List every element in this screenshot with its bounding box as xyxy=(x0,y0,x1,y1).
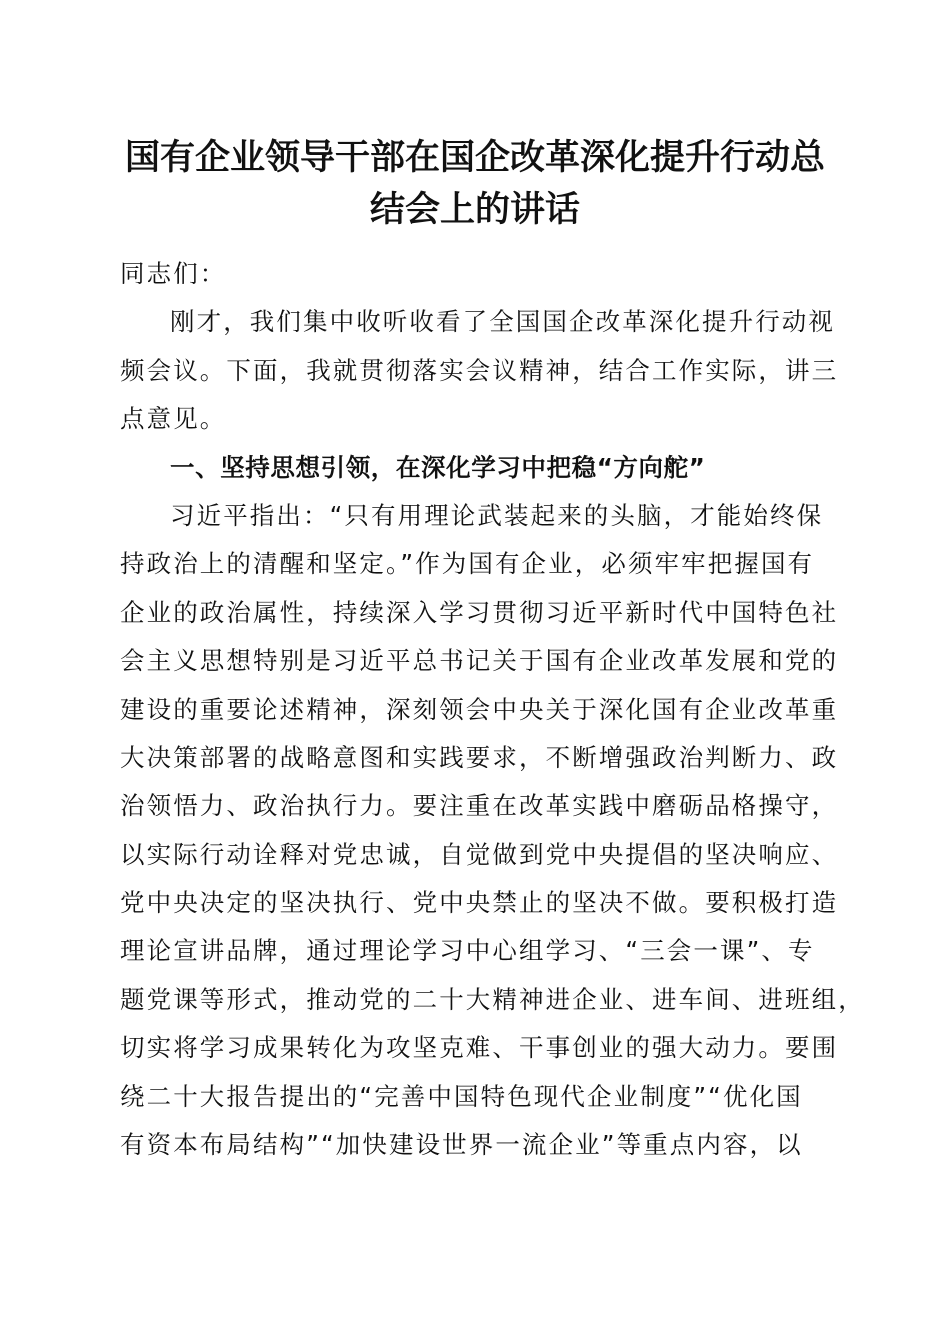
salutation: 同志们： xyxy=(120,259,227,288)
paragraph-line: 习近平指出：“只有用理论武装起来的头脑，才能始终保 xyxy=(170,500,824,530)
paragraph-line: 大决策部署的战略意图和实践要求，不断增强政治判断力、政 xyxy=(120,742,839,772)
paragraph-line: 点意见。 xyxy=(120,404,227,434)
paragraph-line: 绕二十大报告提出的“完善中国特色现代企业制度”“优化国 xyxy=(120,1081,803,1111)
paragraph-line: 有资本布局结构”“加快建设世界一流企业”等重点内容，以 xyxy=(120,1130,803,1160)
document-body xyxy=(120,250,865,1169)
paragraph-line: 企业的政治属性，持续深入学习贯彻习近平新时代中国特色社 xyxy=(120,597,839,627)
title-line-2: 结会上的讲话 xyxy=(369,189,580,230)
section-heading-1: 一、坚持思想引领，在深化学习中把稳“方向舵” xyxy=(170,452,706,482)
paragraph-line: 频会议。下面，我就贯彻落实会议精神，结合工作实际，讲三 xyxy=(120,355,839,385)
paragraph-line: 会主义思想特别是习近平总书记关于国有企业改革发展和党的 xyxy=(120,646,839,676)
paragraph-line: 理论宣讲品牌，通过理论学习中心组学习、“三会一课”、专 xyxy=(120,936,815,966)
paragraph-line: 以实际行动诠释对党忠诚，自觉做到党中央提倡的坚决响应、 xyxy=(120,839,839,869)
paragraph-line: 党中央决定的坚决执行、党中央禁止的坚决不做。要积极打造 xyxy=(120,888,839,918)
paragraph-line: 题党课等形式，推动党的二十大精神进企业、进车间、进班组， xyxy=(120,984,865,1014)
title-line-1: 国有企业领导干部在国企改革深化提升行动总 xyxy=(124,137,825,178)
paragraph-section1 xyxy=(120,492,865,1169)
paragraph-line: 刚才，我们集中收听收看了全国国企改革深化提升行动视 xyxy=(170,307,835,337)
document-title xyxy=(100,132,850,236)
paragraph-line: 建设的重要论述精神，深刻领会中央关于深化国有企业改革重 xyxy=(120,694,839,724)
paragraph-line: 治领悟力、政治执行力。要注重在改革实践中磨砺品格操守， xyxy=(120,791,839,821)
paragraph-line: 持政治上的清醒和坚定。”作为国有企业，必须牢牢把握国有 xyxy=(120,549,815,579)
paragraph-intro xyxy=(120,298,839,443)
paragraph-line: 切实将学习成果转化为攻坚克难、干事创业的强大动力。要围 xyxy=(120,1033,839,1063)
